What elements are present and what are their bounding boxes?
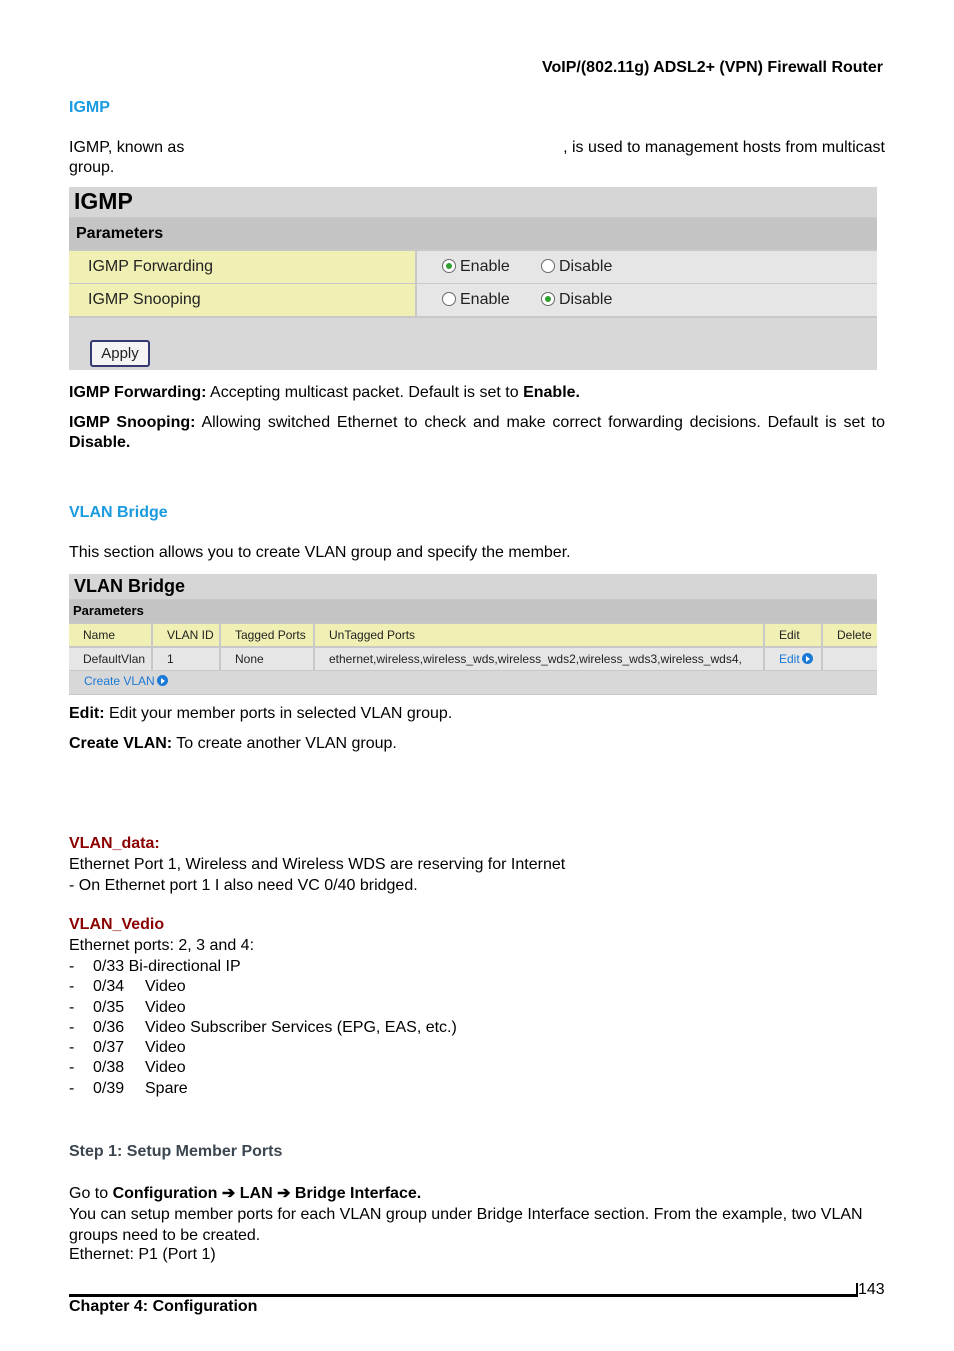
igmp-intro-tail: , is used to management hosts from multicast [563, 139, 885, 156]
vlan-id-cell: 1 [153, 648, 219, 670]
igmp-snooping-disable-radio[interactable]: Disable [541, 291, 612, 309]
radio-selected-icon [541, 292, 555, 306]
igmp-intro-wrap: group. [69, 159, 115, 176]
column-header-untagged-ports: UnTagged Ports [315, 624, 763, 646]
igmp-panel [69, 187, 877, 370]
apply-button[interactable]: Apply [90, 340, 150, 367]
ethernet-port-line: Ethernet: P1 (Port 1) [69, 1246, 216, 1263]
footer-divider [69, 1294, 858, 1297]
arrow-right-icon [802, 653, 813, 664]
vlan-vedio-intro: Ethernet ports: 2, 3 and 4: [69, 937, 255, 954]
igmp-forwarding-disable-radio[interactable]: Disable [541, 258, 612, 276]
vlan-bridge-panel [69, 574, 877, 695]
step-1-paragraph: You can setup member ports for each VLAN group under Bridge Interface section. From the example, two VLAN groups need to be created. [69, 1206, 863, 1244]
igmp-forwarding-description: IGMP Forwarding: Accepting multicast packet. Default is set to Enable. [69, 384, 580, 401]
vlan-name-cell: DefaultVlan [69, 648, 151, 670]
vlan-bridge-intro: This section allows you to create VLAN group and specify the member. [69, 544, 571, 561]
igmp-forwarding-label: IGMP Forwarding [69, 251, 415, 283]
edit-link[interactable]: Edit [779, 652, 813, 666]
igmp-snooping-description: IGMP Snooping: Allowing switched Ethernet to check and make correct forwarding decisions. Default is set to Disable. [69, 414, 885, 451]
edit-description: Edit: Edit your member ports in selected VLAN group. [69, 705, 453, 722]
vlan-vedio-heading: VLAN_Vedio [69, 916, 165, 933]
column-header-delete: Delete [823, 624, 877, 646]
column-header-name: Name [69, 624, 151, 646]
igmp-forwarding-enable-radio[interactable]: Enable [442, 258, 510, 276]
chapter-label: Chapter 4: Configuration [69, 1298, 258, 1315]
igmp-snooping-enable-radio[interactable]: Enable [442, 291, 510, 309]
vlan-data-heading: VLAN_data: [69, 835, 160, 852]
column-header-tagged-ports: Tagged Ports [221, 624, 313, 646]
vlan-parameters-header: Parameters [69, 600, 877, 622]
goto-path: Go to Configuration ➔ LAN ➔ Bridge Interface. [69, 1185, 422, 1202]
igmp-snooping-options [417, 284, 877, 316]
igmp-forwarding-options [417, 251, 877, 283]
radio-selected-icon [442, 259, 456, 273]
vlan-untagged-cell: ethernet,wireless,wireless_wds,wireless_wds2,wireless_wds3,wireless_wds4, [315, 648, 763, 670]
vlan-tagged-cell: None [221, 648, 313, 670]
column-header-edit: Edit [765, 624, 821, 646]
igmp-intro [69, 138, 885, 178]
igmp-snooping-row [69, 284, 877, 316]
igmp-parameters-header: Parameters [69, 218, 877, 249]
vlan-footer-bar [69, 671, 877, 694]
radio-unselected-icon [541, 259, 555, 273]
step-1-heading: Step 1: Setup Member Ports [69, 1143, 283, 1160]
arrow-right-icon [157, 675, 168, 686]
vlan-delete-cell [823, 648, 877, 670]
igmp-forwarding-row [69, 251, 877, 283]
vlan-data-line-2: - On Ethernet port 1 I also need VC 0/40 bridged. [69, 877, 418, 894]
vlan-data-line-1: Ethernet Port 1, Wireless and Wireless WDS are reserving for Internet [69, 856, 566, 873]
create-vlan-link[interactable]: Create VLAN [84, 674, 168, 688]
create-vlan-description: Create VLAN: To create another VLAN group. [69, 735, 397, 752]
igmp-intro-lead: IGMP, known as [69, 139, 185, 156]
igmp-button-bar [69, 318, 877, 370]
vlan-edit-cell [765, 648, 821, 670]
igmp-heading: IGMP [69, 99, 110, 116]
radio-unselected-icon [442, 292, 456, 306]
document-header-title: VoIP/(802.11g) ADSL2+ (VPN) Firewall Router [542, 59, 883, 76]
vlan-bridge-heading: VLAN Bridge [69, 504, 168, 521]
column-header-vlan-id: VLAN ID [153, 624, 219, 646]
page-number: 143 [858, 1281, 885, 1298]
vlan-panel-title: VLAN Bridge [69, 574, 877, 599]
igmp-snooping-label: IGMP Snooping [69, 284, 415, 316]
igmp-panel-title: IGMP [69, 187, 877, 217]
